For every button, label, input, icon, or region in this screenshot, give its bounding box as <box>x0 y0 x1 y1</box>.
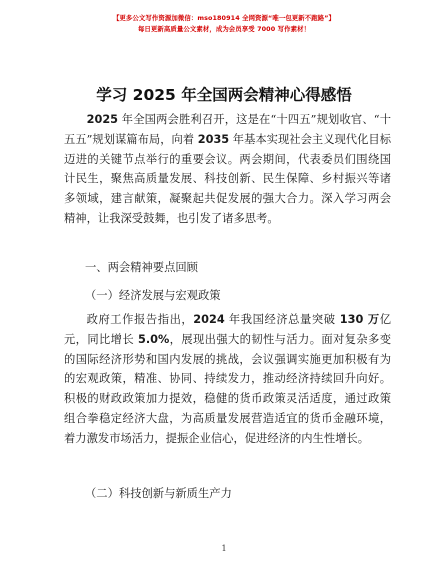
intro-text-2: 年基本实现社会主义现代化目标迈进的关键节点举行的重要会议。两会期间，代表委员们围绕国计民生，聚焦高质量发展、科技创新、民生保障、乡村振兴等诸多领域，建言献策，凝聚起共促发展的强大合力。深入学习两会精神，让我深受鼓舞，也引发了诸多思考。 <box>64 132 392 225</box>
document-title: 学习 2025 年全国两会精神心得感悟 <box>96 86 352 104</box>
economy-paragraph <box>64 310 391 449</box>
economy-growth: 5.0% <box>137 332 170 346</box>
page-number: 1 <box>221 544 227 553</box>
promo-banner-line-1: 【更多公文写作资源加微信：mso180914 全网资源“唯一包更新不跑路”】 <box>112 14 336 22</box>
promo-banner-line-2: 每日更新高质量公文素材，成为会员享受 7000 写作素材！ <box>137 25 311 33</box>
intro-paragraph <box>64 110 391 229</box>
economy-text-3: 亿元，同比增长 <box>64 313 391 346</box>
economy-text-1: 政府工作报告指出， <box>86 313 194 326</box>
promo-banner <box>0 13 448 35</box>
intro-text-1: 年全国两会胜利召开，这是在“十四五”规划收官、“十五五”规划谋篇布局，向着 <box>64 113 391 146</box>
section-1-heading: 一、两会精神要点回顾 <box>85 261 198 274</box>
subsection-2-heading: （二）科技创新与新质生产力 <box>85 487 232 500</box>
subsection-1-heading: （一）经济发展与宏观政策 <box>85 289 221 302</box>
economy-text-4: ，展现出强大的韧性与活力。面对复杂多变的国际经济形势和国内发展的挑战，会议强调实施更加积极有为的宏观政策，精准、协同、持续发力，推动经济持续回升向好。积极的财政政策加力提效，稳健的货币政策灵活适度，通过政策组合拳稳定经济大盘，为高质量发展营造适宜的货币金融环境，着力激发市场活力，提振企业信心，促进经济的内生性增长。 <box>64 332 391 445</box>
intro-year: 2025 <box>86 113 119 126</box>
intro-year-2035: 2035 <box>197 132 230 146</box>
economy-text-2: 年我国经济总量突破 <box>224 313 340 326</box>
economy-year: 2024 <box>193 313 225 326</box>
economy-gdp: 130 万 <box>339 313 380 326</box>
